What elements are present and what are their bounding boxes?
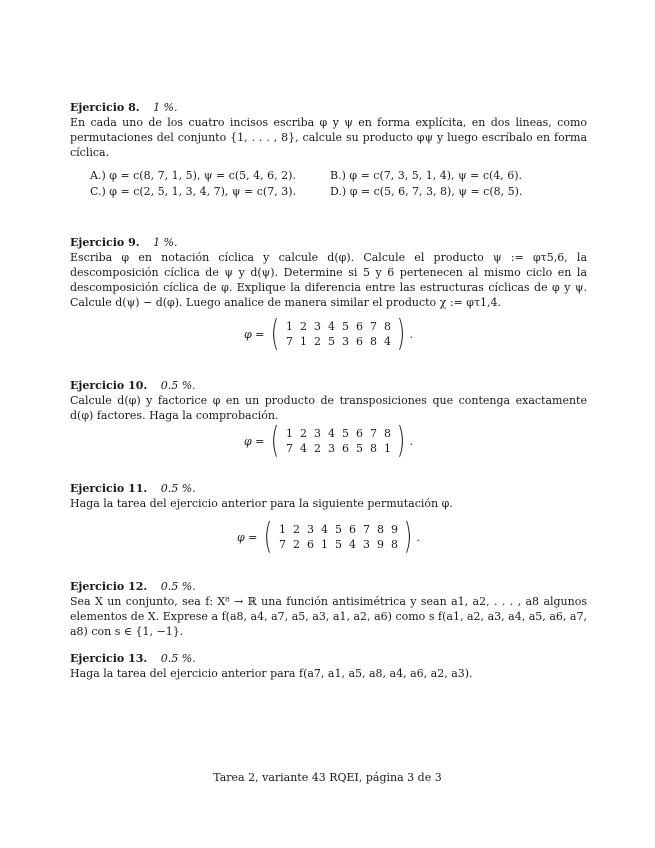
exercise-11-heading (70, 481, 587, 496)
matrix-cell: 2 (313, 442, 321, 455)
left-paren: ( (271, 420, 280, 461)
exercise-11-text: Haga la tarea del ejercicio anterior para la siguiente permutación φ. (70, 497, 453, 510)
exercise-8-options (90, 168, 587, 199)
exercise-8 (70, 100, 587, 199)
left-paren: ( (271, 313, 280, 354)
matrix-cell: 2 (292, 538, 300, 551)
matrix-cell: 7 (285, 335, 293, 348)
exercise-10-title: Ejercicio 10. (70, 379, 148, 392)
right-paren: ) (404, 516, 413, 557)
matrix-cell: 2 (299, 320, 307, 333)
exercise-12-title: Ejercicio 12. (70, 580, 148, 593)
matrix-cell: 4 (299, 442, 307, 455)
matrix-cell: 4 (327, 427, 335, 440)
exercise-13-heading (70, 651, 587, 666)
exercise-13-weight: 0.5 %. (160, 652, 196, 665)
exercise-8-heading (70, 100, 587, 115)
left-paren: ( (264, 516, 273, 557)
exercise-9-heading (70, 235, 587, 250)
matrix-cell: 6 (355, 335, 363, 348)
matrix-top-row (275, 522, 401, 537)
matrix-cell: 1 (383, 442, 391, 455)
matrix-cell: 1 (278, 523, 286, 536)
period: . (409, 434, 413, 448)
matrix-grid (282, 426, 394, 456)
period: . (409, 327, 413, 341)
exercise-11 (70, 481, 587, 555)
exercise-8-title: Ejercicio 8. (70, 101, 140, 114)
permutation-matrix-9 (70, 313, 587, 354)
matrix-cell: 2 (299, 427, 307, 440)
matrix-cell: 2 (313, 335, 321, 348)
matrix-cell: 4 (327, 320, 335, 333)
matrix-label: φ = (243, 327, 265, 341)
matrix-cell: 2 (292, 523, 300, 536)
exercise-9 (70, 235, 587, 352)
matrix-cell: 8 (369, 442, 377, 455)
matrix-cell: 7 (362, 523, 370, 536)
matrix-cell: 5 (334, 523, 342, 536)
matrix-cell: 9 (390, 523, 398, 536)
page-content (70, 100, 587, 681)
right-paren: ) (397, 420, 406, 461)
matrix-cell: 5 (341, 320, 349, 333)
matrix-grid (282, 319, 394, 349)
matrix-cell: 3 (313, 320, 321, 333)
matrix-cell: 3 (362, 538, 370, 551)
matrix-cell: 7 (369, 427, 377, 440)
matrix-cell: 4 (383, 335, 391, 348)
exercise-10-heading (70, 378, 587, 393)
matrix-label: φ = (236, 530, 258, 544)
matrix-grid (275, 522, 401, 552)
matrix-cell: 8 (369, 335, 377, 348)
matrix-bottom-row (282, 441, 394, 456)
exercise-9-text: Escriba φ en notación cíclica y calcule d(φ). Calcule el producto ψ := φτ5,6, la descomposición cíclica de ψ y d(ψ). Determine si 5 y 6 pertenecen al mismo ciclo en la descomposición cíclica de φ. Explique la diferencia entre las estructuras cíclicas de φ y ψ. Calcule d(ψ) − d(φ). Luego analice de manera similar el producto χ := φτ1,4. (70, 251, 587, 309)
exercise-13-title: Ejercicio 13. (70, 652, 148, 665)
matrix-cell: 8 (383, 427, 391, 440)
matrix-cell: 5 (327, 335, 335, 348)
exercise-13 (70, 651, 587, 681)
exercise-10 (70, 378, 587, 459)
exercise-9-weight: 1 %. (153, 236, 178, 249)
exercise-12-weight: 0.5 %. (160, 580, 196, 593)
matrix-top-row (282, 319, 394, 334)
matrix-cell: 6 (355, 427, 363, 440)
matrix-cell: 5 (334, 538, 342, 551)
matrix-bottom-row (282, 334, 394, 349)
period: . (416, 530, 420, 544)
matrix-cell: 6 (341, 442, 349, 455)
exercise-8-weight: 1 %. (153, 101, 178, 114)
matrix-bottom-row (275, 537, 401, 552)
matrix-cell: 6 (306, 538, 314, 551)
option-d: D.) φ = c(5, 6, 7, 3, 8), ψ = c(8, 5). (330, 185, 523, 198)
exercise-11-title: Ejercicio 11. (70, 482, 148, 495)
matrix-cell: 5 (355, 442, 363, 455)
exercise-10-weight: 0.5 %. (160, 379, 196, 392)
matrix-top-row (282, 426, 394, 441)
option-c: C.) φ = c(2, 5, 1, 3, 4, 7), ψ = c(7, 3). (90, 185, 296, 198)
option-b: B.) φ = c(7, 3, 5, 1, 4), ψ = c(4, 6). (330, 169, 523, 182)
matrix-cell: 1 (299, 335, 307, 348)
page-footer: Tarea 2, variante 43 RQEI, página 3 de 3 (213, 771, 442, 784)
permutation-matrix-10 (70, 420, 587, 461)
matrix-cell: 3 (327, 442, 335, 455)
matrix-cell: 8 (390, 538, 398, 551)
matrix-cell: 7 (369, 320, 377, 333)
matrix-cell: 1 (320, 538, 328, 551)
matrix-cell: 4 (348, 538, 356, 551)
exercise-9-title: Ejercicio 9. (70, 236, 140, 249)
exercise-12 (70, 579, 587, 639)
matrix-cell: 3 (306, 523, 314, 536)
exercise-13-text: Haga la tarea del ejercicio anterior para f(a7, a1, a5, a8, a4, a6, a2, a3). (70, 667, 473, 680)
exercise-12-text: Sea X un conjunto, sea f: X⁸ → ℝ una función antisimétrica y sean a1, a2, . . . , a8 algunos elementos de X. Exprese a f(a8, a4, a7, a5, a3, a1, a2, a6) como s f(a1, a2, a3, a4, a5, a6, a7, a8) con s ∈ {1, −1}. (70, 595, 587, 638)
matrix-cell: 4 (320, 523, 328, 536)
exercise-10-text: Calcule d(φ) y factorice φ en un producto de transposiciones que contenga exactamente d(φ) factores. Haga la comprobación. (70, 394, 587, 422)
matrix-cell: 1 (285, 320, 293, 333)
exercise-8-text: En cada uno de los cuatro incisos escriba φ y ψ en forma explícita, en dos lineas, como permutaciones del conjunto {1, . . . , 8}, calcule su producto φψ y luego escríbalo en forma cíclica. (70, 116, 587, 159)
matrix-cell: 9 (376, 538, 384, 551)
matrix-cell: 5 (341, 427, 349, 440)
matrix-cell: 1 (285, 427, 293, 440)
matrix-label: φ = (243, 434, 265, 448)
option-a: A.) φ = c(8, 7, 1, 5), ψ = c(5, 4, 6, 2). (90, 169, 296, 182)
matrix-cell: 6 (348, 523, 356, 536)
matrix-cell: 7 (278, 538, 286, 551)
matrix-cell: 8 (383, 320, 391, 333)
matrix-cell: 3 (313, 427, 321, 440)
matrix-cell: 8 (376, 523, 384, 536)
permutation-matrix-11 (70, 516, 587, 557)
exercise-12-heading (70, 579, 587, 594)
matrix-cell: 6 (355, 320, 363, 333)
exercise-11-weight: 0.5 %. (160, 482, 196, 495)
matrix-cell: 3 (341, 335, 349, 348)
matrix-cell: 7 (285, 442, 293, 455)
right-paren: ) (397, 313, 406, 354)
